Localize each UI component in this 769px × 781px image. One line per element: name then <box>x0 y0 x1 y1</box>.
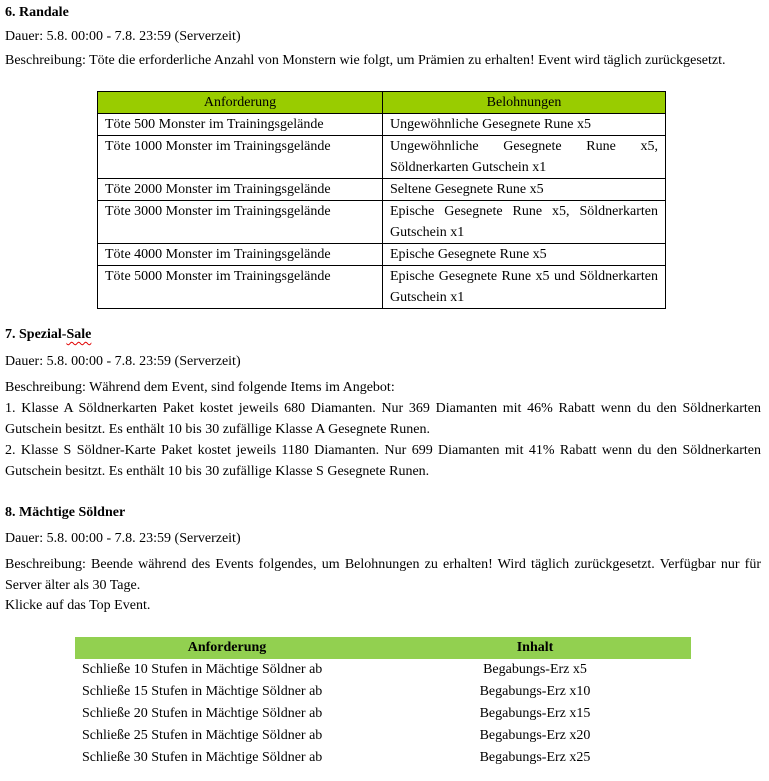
offer-item: 1. Klasse A Söldnerkarten Paket kostet jeweils 680 Diamanten. Nur 369 Diamanten mit 46% Rabatt wenn du den Söldnerkarten Gutschein besitzt. Es enthält 10 bis 30 zufällige Klasse A Gesegnete Runen. <box>5 401 761 437</box>
requirement-cell: Schließe 20 Stufen in Mächtige Söldner ab <box>82 706 323 721</box>
section-7-title-prefix: 7. Spezial- <box>5 327 67 342</box>
table-row <box>75 725 691 747</box>
section-7-title <box>5 324 761 345</box>
table-row <box>98 114 666 136</box>
reward-cell: Seltene Gesegnete Rune x5 <box>383 179 666 201</box>
content-cell: Begabungs-Erz x10 <box>479 684 591 699</box>
section-7-description: Beschreibung: Während dem Event, sind folgende Items im Angebot: <box>5 380 395 395</box>
spellcheck-flagged-word[interactable]: Sale <box>66 327 92 342</box>
table-row <box>98 201 666 244</box>
section-8-title: 8. Mächtige Söldner <box>5 505 126 520</box>
requirement-cell: Töte 1000 Monster im Trainingsgelände <box>98 136 383 179</box>
section-8-duration: Dauer: 5.8. 00:00 - 7.8. 23:59 (Serverzeit) <box>5 531 241 546</box>
content-cell: Begabungs-Erz x5 <box>483 662 587 677</box>
table-row <box>98 136 666 179</box>
content-cell: Begabungs-Erz x15 <box>479 706 591 721</box>
offer-item: 2. Klasse S Söldner-Karte Paket kostet jeweils 1180 Diamanten. Nur 699 Diamanten mit 41% Rabatt wenn du den Söldnerkarten Gutschein besitzt. Es enthält 10 bis 30 zufällige Klasse S Gesegnete Runen. <box>5 443 761 479</box>
column-header-rewards: Belohnungen <box>383 92 666 114</box>
reward-cell: Ungewöhnliche Gesegnete Rune x5 <box>383 114 666 136</box>
requirement-cell: Töte 500 Monster im Trainingsgelände <box>98 114 383 136</box>
requirement-cell: Töte 2000 Monster im Trainingsgelände <box>98 179 383 201</box>
table-row <box>98 266 666 309</box>
requirement-cell: Töte 5000 Monster im Trainingsgelände <box>98 266 383 309</box>
section-6-duration: Dauer: 5.8. 00:00 - 7.8. 23:59 (Serverzeit) <box>5 29 241 44</box>
reward-cell: Epische Gesegnete Rune x5 und Söldnerkarten Gutschein x1 <box>383 266 666 309</box>
table-row <box>75 703 691 725</box>
maechtige-soeldner-table <box>75 637 691 769</box>
column-header-requirement: Anforderung <box>75 637 379 659</box>
section-8-description: Beschreibung: Beende während des Events folgendes, um Belohnungen zu erhalten! Wird täglich zurückgesetzt. Verfügbar nur für Server älter als 30 Tage. <box>5 557 761 593</box>
column-header-requirement: Anforderung <box>98 92 383 114</box>
column-header-content: Inhalt <box>379 637 691 659</box>
section-6-description: Beschreibung: Töte die erforderliche Anzahl von Monstern wie folgt, um Prämien zu erhalten! Event wird täglich zurückgesetzt. <box>5 53 726 68</box>
table-row <box>75 659 691 681</box>
table-header-row <box>75 637 691 659</box>
randale-rewards-table <box>97 91 666 309</box>
requirement-cell: Töte 3000 Monster im Trainingsgelände <box>98 201 383 244</box>
content-cell: Begabungs-Erz x25 <box>479 750 591 765</box>
requirement-cell: Schließe 30 Stufen in Mächtige Söldner ab <box>82 750 323 765</box>
table-row <box>75 747 691 769</box>
section-8-note: Klicke auf das Top Event. <box>5 598 151 613</box>
table-row <box>75 681 691 703</box>
section-6-title: 6. Randale <box>5 5 69 20</box>
requirement-cell: Schließe 10 Stufen in Mächtige Söldner ab <box>82 662 323 677</box>
table-row <box>98 179 666 201</box>
table-header-row <box>98 92 666 114</box>
reward-cell: Epische Gesegnete Rune x5, Söldnerkarten Gutschein x1 <box>383 201 666 244</box>
reward-cell: Epische Gesegnete Rune x5 <box>383 244 666 266</box>
content-cell: Begabungs-Erz x20 <box>479 728 591 743</box>
requirement-cell: Schließe 25 Stufen in Mächtige Söldner ab <box>82 728 323 743</box>
section-7-duration: Dauer: 5.8. 00:00 - 7.8. 23:59 (Serverzeit) <box>5 354 241 369</box>
reward-cell: Ungewöhnliche Gesegnete Rune x5, Söldnerkarten Gutschein x1 <box>383 136 666 179</box>
table-row <box>98 244 666 266</box>
requirement-cell: Töte 4000 Monster im Trainingsgelände <box>98 244 383 266</box>
requirement-cell: Schließe 15 Stufen in Mächtige Söldner ab <box>82 684 323 699</box>
